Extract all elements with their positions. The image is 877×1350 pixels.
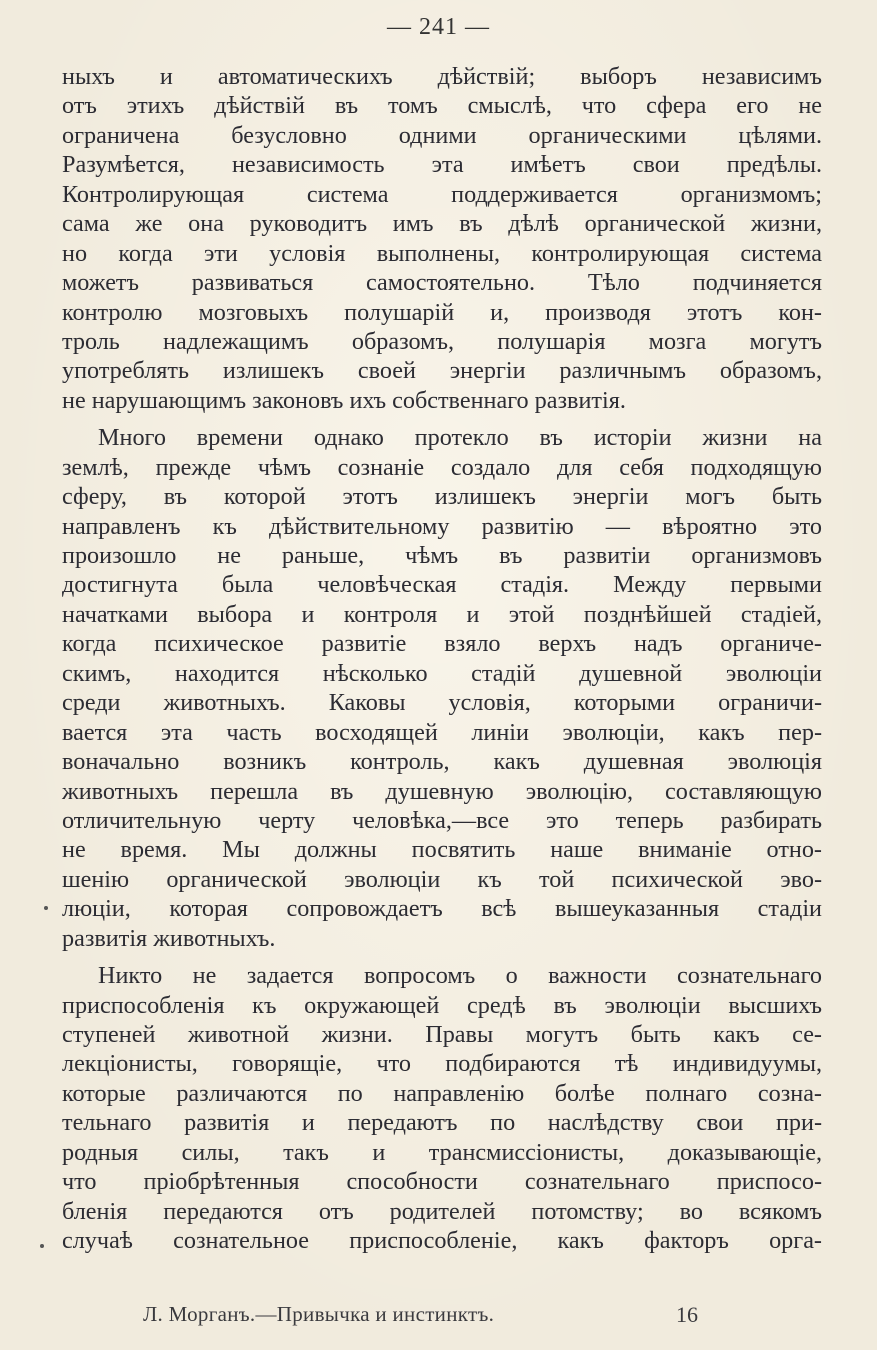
text-line: которые различаются по направленію болѣе полнаго созна- — [62, 1079, 822, 1107]
paragraph — [62, 953, 822, 1255]
text-line: когда психическое развитіе взяло верхъ надъ органиче- — [62, 630, 822, 658]
text-line: употреблять излишекъ своей энергіи различнымъ образомъ, — [62, 357, 822, 385]
text-line: родныя силы, такъ и трансмиссіонисты, доказывающіе, — [62, 1138, 822, 1166]
text-line: землѣ, прежде чѣмъ сознаніе создало для себя подходящую — [62, 453, 822, 481]
paragraph — [62, 62, 822, 415]
paragraph-gap — [62, 953, 822, 961]
text-line: троль надлежащимъ образомъ, полушарія мозга могутъ — [62, 327, 822, 355]
text-line: ступеней животной жизни. Правы могутъ быть какъ се- — [62, 1021, 822, 1048]
text-line: Контролирующая система поддерживается организмомъ; — [62, 180, 822, 208]
text-line: случаѣ сознательное приспособленіе, какъ факторъ орга- — [62, 1227, 822, 1255]
text-line: ныхъ и автоматическихъ дѣйствій; выборъ независимъ — [62, 63, 822, 90]
text-line: люціи, которая сопровождаетъ всѣ вышеуказанныя стадіи — [62, 895, 822, 923]
margin-speck — [40, 1244, 44, 1248]
text-line: Никто не задается вопросомъ о важности сознательнаго — [98, 962, 822, 990]
text-line: развитія животныхъ. — [62, 924, 276, 952]
text-line: направленъ къ дѣйствительному развитію — вѣроятно это — [62, 512, 822, 540]
text-line: среди животныхъ. Каковы условія, которыми ограничи- — [62, 689, 822, 717]
paragraph — [62, 415, 822, 953]
body-text — [62, 62, 822, 1256]
text-line: тельнаго развитія и передаютъ по наслѣдству свои при- — [62, 1109, 822, 1137]
text-line: приспособленія къ окружающей средѣ въ эволюціи высшихъ — [62, 991, 822, 1019]
text-line: Разумѣется, независимость эта имѣетъ свои предѣлы. — [62, 151, 822, 179]
text-line: отъ этихъ дѣйствій въ томъ смыслѣ, что сфера его не — [62, 92, 822, 120]
text-line: сама же она руководитъ имъ въ дѣлѣ органической жизни, — [62, 210, 822, 238]
text-line: скимъ, находится нѣсколько стадій душевной эволюціи — [62, 659, 822, 687]
text-line: животныхъ перешла въ душевную эволюцію, составляющую — [62, 777, 822, 805]
text-line: воначально возникъ контроль, какъ душевная эволюція — [62, 748, 822, 776]
text-line: достигнута была человѣческая стадія. Между первыми — [62, 571, 822, 599]
text-line: отличительную черту человѣка,—все это теперь разбирать — [62, 806, 822, 834]
text-line: произошло не раньше, чѣмъ въ развитіи организмовъ — [62, 542, 822, 569]
text-line: бленія передаются отъ родителей потомству; во всякомъ — [62, 1197, 822, 1225]
text-line: Много времени однако протекло въ исторіи жизни на — [98, 424, 822, 452]
text-line: контролю мозговыхъ полушарій и, производя этотъ кон- — [62, 298, 822, 326]
text-line: ограничена безусловно одними органическими цѣлями. — [62, 121, 822, 149]
text-line: не время. Мы должны посвятить наше вниманіе отно- — [62, 836, 822, 864]
text-line: можетъ развиваться самостоятельно. Тѣло подчиняется — [62, 269, 822, 297]
text-line: не нарушающимъ законовъ ихъ собственнаго развитія. — [62, 386, 626, 414]
text-line: вается эта часть восходящей линіи эволюціи, какъ пер- — [62, 718, 822, 746]
text-line: что пріобрѣтенныя способности сознательнаго приспосо- — [62, 1168, 822, 1196]
text-line: но когда эти условія выполнены, контролирующая система — [62, 239, 822, 267]
margin-speck — [44, 906, 48, 910]
footer-sheet-number: 16 — [676, 1302, 698, 1327]
text-line: лекціонисты, говорящіе, что подбираются тѣ индивидуумы, — [62, 1050, 822, 1078]
page-number: — 241 — — [387, 14, 490, 40]
text-line: начатками выбора и контроля и этой позднѣйшей стадіей, — [62, 600, 822, 628]
text-line: сферу, въ которой этотъ излишекъ энергіи могъ быть — [62, 483, 822, 511]
text-line: шенію органической эволюціи къ той психической эво- — [62, 865, 822, 893]
footer-signature: Л. Морганъ.—Привычка и инстинктъ. — [143, 1302, 495, 1326]
paragraph-gap — [62, 415, 822, 423]
